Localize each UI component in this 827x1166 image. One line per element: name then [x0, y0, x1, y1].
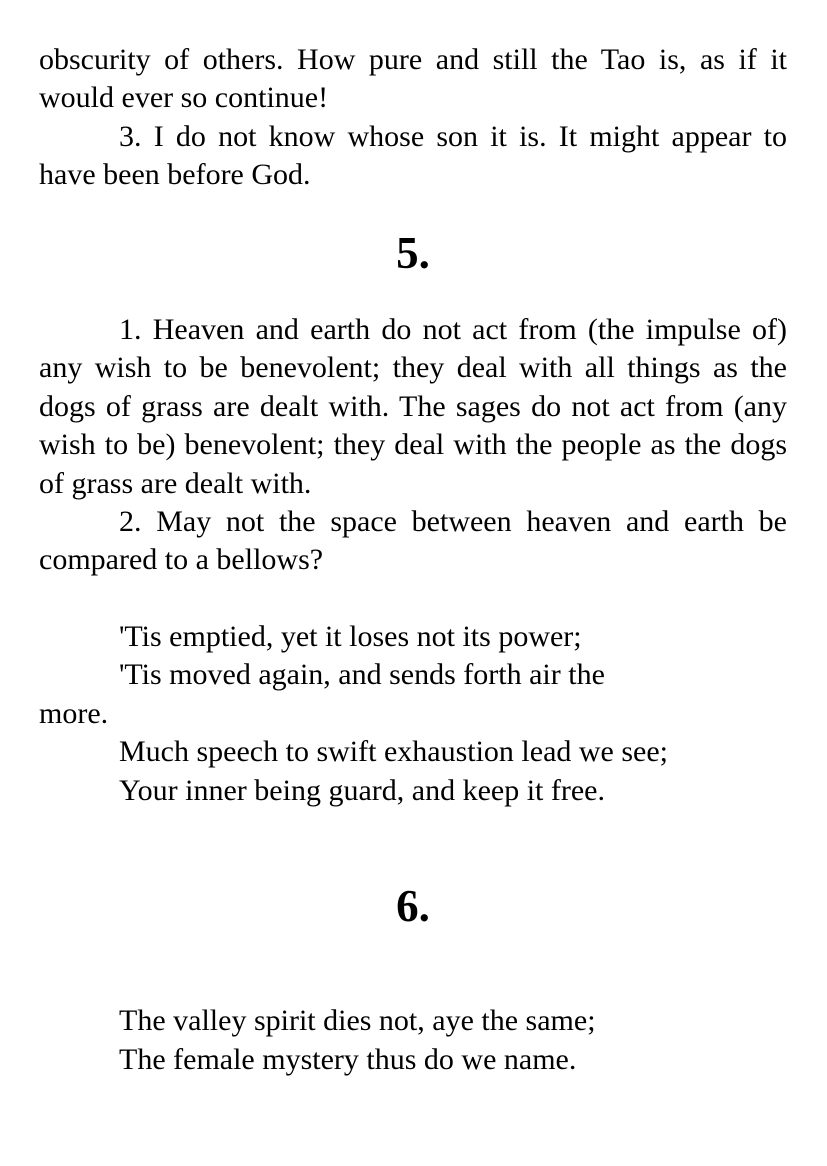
verse-line: The valley spirit dies not, aye the same;	[119, 1004, 596, 1038]
verse-line: Your inner being guard, and keep it free.	[119, 773, 605, 807]
spacer	[39, 925, 787, 1002]
section-6-verse	[39, 1002, 787, 1079]
section-5-heading: 5.	[396, 227, 430, 278]
section-4-paragraph-3: 3. I do not know whose son it is. It might appear to have been before God.	[39, 119, 787, 192]
verse-line: Much speech to swift exhaustion lead we see;	[119, 735, 669, 769]
section-4-paragraph-2-continuation: obscurity of others. How pure and still the Tao is, as if it would ever so continue!	[39, 43, 787, 115]
spacer	[39, 580, 787, 618]
spacer	[39, 272, 787, 311]
section-6-heading: 6.	[396, 880, 430, 931]
section-5-verse	[39, 618, 787, 810]
section-5-paragraph-1: 1. Heaven and earth do not act from (the impulse of) any wish to be benevolent; they deal with all things as the dogs of grass are dealt with. The sages do not act from (any wish to be) benevolent; they deal with the people as the dogs of grass are dealt with.	[39, 313, 787, 500]
document-page	[39, 41, 787, 1079]
verse-line: The female mystery thus do we name.	[119, 1042, 577, 1076]
section-5-paragraph-2: 2. May not the space between heaven and earth be compared to a bellows?	[39, 505, 787, 577]
spacer	[39, 810, 787, 887]
verse-line: 'Tis moved again, and sends forth air the more.	[39, 658, 605, 730]
verse-line: 'Tis emptied, yet it loses not its power;	[119, 619, 582, 653]
